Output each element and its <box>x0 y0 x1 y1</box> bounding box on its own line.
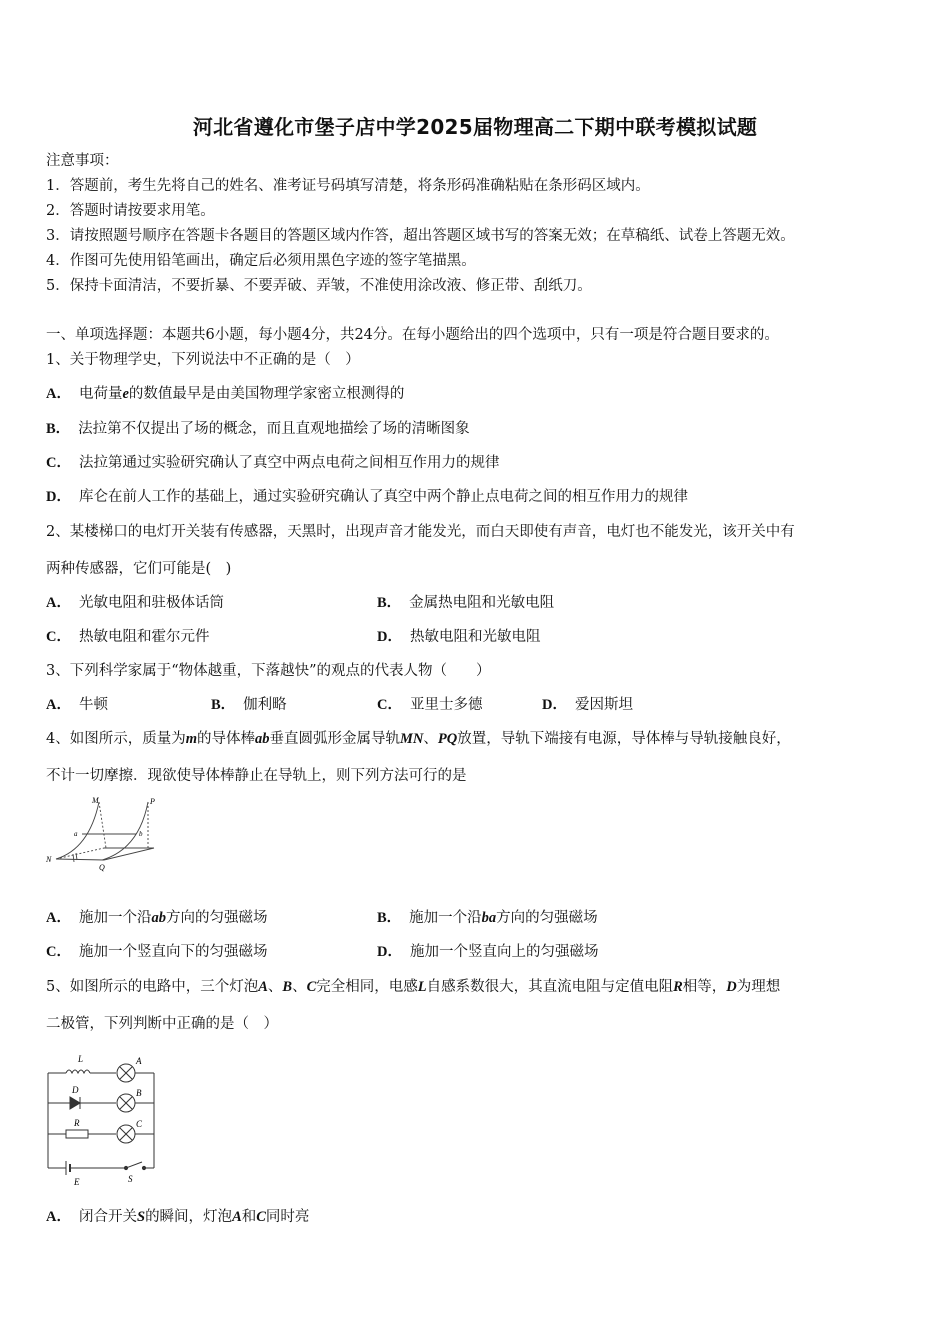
option-text: 电荷量 <box>78 386 123 402</box>
option-text: 的瞬间，灯泡 <box>145 1209 233 1225</box>
option-text: 库仑在前人工作的基础上，通过实验研究确认了真空中两个静止点电荷之间的相互作用力的规律 <box>78 489 688 505</box>
option-text: 施加一个竖直向上的匀强磁场 <box>409 944 599 960</box>
option-text: 光敏电阻和驻极体话筒 <box>78 595 224 611</box>
q4-option-c <box>46 942 267 962</box>
question-5-stem-cont: 二极管，下列判断中正确的是（ ） <box>46 1016 278 1032</box>
variable: C <box>306 979 317 995</box>
option-text: 亚里士多德 <box>409 697 483 713</box>
question-2-stem: 2、某楼梯口的电灯开关装有传感器，天黑时，出现声音才能发光，而白天即使有声音，电灯也不能发光，该开关中有 <box>46 524 795 540</box>
notice-heading: 注意事项： <box>46 153 119 169</box>
option-text: 方向的匀强磁场 <box>165 910 268 926</box>
variable: A <box>232 1209 242 1225</box>
label-m: M <box>92 796 99 805</box>
rail-bottom-back <box>56 848 104 859</box>
q4-option-b <box>377 908 598 928</box>
q4-option-a <box>46 908 267 928</box>
q2-option-d <box>377 627 540 647</box>
option-text: 施加一个沿 <box>409 910 482 926</box>
notice-item: 2．答题时请按要求用笔。 <box>46 203 215 219</box>
variable: ba <box>481 910 497 926</box>
page-title: 河北省遵化市堡子店中学2025届物理高二下期中联考模拟试题 <box>192 115 758 139</box>
variable: C <box>256 1209 266 1225</box>
stem-text: 完全相同，电感 <box>316 979 418 995</box>
stem-text: 相等， <box>682 979 727 995</box>
option-label: C． <box>46 944 71 960</box>
q3-option-a <box>46 695 108 715</box>
variable: R <box>673 979 683 995</box>
q2-option-a <box>46 593 224 613</box>
option-label: D． <box>542 697 567 713</box>
q5-option-a <box>46 1207 309 1227</box>
label-d: D <box>72 1085 79 1095</box>
question-3-stem: 3、下列科学家属于“物体越重，下落越快”的观点的代表人物（ ） <box>46 663 491 679</box>
q3-option-b <box>211 695 287 715</box>
label-s: S <box>128 1174 133 1184</box>
option-text: 和 <box>241 1209 257 1225</box>
question-4-stem-cont: 不计一切摩擦．现欲使导体棒静止在导轨上，则下列方法可行的是 <box>46 768 467 784</box>
stem-text: 、 <box>292 979 307 995</box>
option-label: B． <box>377 595 402 611</box>
option-label: A． <box>46 1209 71 1225</box>
variable: L <box>417 979 427 995</box>
q2-option-b <box>377 593 554 613</box>
option-text: 同时亮 <box>265 1209 310 1225</box>
stem-text: 的导体棒 <box>197 731 256 747</box>
q4-option-d <box>377 942 598 962</box>
option-label: A． <box>46 910 71 926</box>
question-1-stem: 1、关于物理学史，下列说法中不正确的是（ ） <box>46 352 360 368</box>
stem-text: 4、如图所示，质量为 <box>46 731 186 747</box>
label-b: b <box>139 830 143 838</box>
rail-diagram <box>44 794 164 874</box>
stem-text: 自感系数很大，其直流电阻与定值电阻 <box>426 979 674 995</box>
option-label: D． <box>377 944 402 960</box>
variable: B <box>282 979 293 995</box>
q1-option-d <box>46 487 688 507</box>
variable: ab <box>151 910 166 926</box>
option-label: A． <box>46 697 71 713</box>
variable: MN <box>400 731 424 747</box>
stem-text: 5、如图所示的电路中，三个灯泡 <box>46 979 259 995</box>
label-e: E <box>74 1177 80 1187</box>
notice-item: 4．作图可先使用铅笔画出，确定后必须用黑色字迹的签字笔描黑。 <box>46 253 476 269</box>
question-2-stem-cont: 两种传感器，它们可能是( ) <box>46 561 232 577</box>
variable: ab <box>255 731 270 747</box>
option-text: 金属热电阻和光敏电阻 <box>409 595 555 611</box>
stem-text: 放置，导轨下端接有电源，导体棒与导轨接触良好， <box>457 731 791 747</box>
option-text: 牛顿 <box>78 697 108 713</box>
option-text: 热敏电阻和光敏电阻 <box>409 629 541 645</box>
rail-bottom-front <box>56 859 104 860</box>
option-text: 方向的匀强磁场 <box>496 910 598 926</box>
stem-text: 、 <box>423 731 438 747</box>
notice-item: 5．保持卡面清洁，不要折暴、不要弄破、弄皱，不准使用涂改液、修正带、刮纸刀。 <box>46 278 592 294</box>
option-text: 法拉第不仅提出了场的概念，而且直观地描绘了场的清晰图象 <box>78 421 470 437</box>
option-text: 施加一个竖直向下的匀强磁场 <box>78 944 268 960</box>
label-a: A <box>136 1056 142 1066</box>
option-label: B． <box>46 421 71 437</box>
resistor <box>66 1130 88 1138</box>
option-label: B． <box>211 697 236 713</box>
q3-option-d <box>542 695 633 715</box>
diode <box>70 1097 80 1109</box>
option-text: 热敏电阻和霍尔元件 <box>78 629 210 645</box>
variable: m <box>185 731 198 747</box>
q1-option-c <box>46 453 499 473</box>
battery-plate <box>73 854 74 862</box>
variable: A <box>258 979 268 995</box>
variable: D <box>726 979 737 995</box>
option-text: 的数值最早是由美国物理学家密立根测得的 <box>128 386 405 402</box>
variable: e <box>122 386 129 402</box>
option-text: 闭合开关 <box>78 1209 137 1225</box>
inductor <box>66 1070 90 1073</box>
option-label: C． <box>377 697 402 713</box>
label-p: P <box>150 797 155 806</box>
label-l: L <box>78 1054 84 1064</box>
stem-text: 垂直圆弧形金属导轨 <box>269 731 401 747</box>
variable: PQ <box>437 731 458 747</box>
label-r: R <box>74 1118 80 1128</box>
option-text: 爱因斯坦 <box>574 697 633 713</box>
label-c: C <box>136 1119 143 1129</box>
option-text: 法拉第通过实验研究确认了真空中两点电荷之间相互作用力的规律 <box>78 455 500 471</box>
circuit-diagram <box>42 1048 164 1188</box>
option-label: A． <box>46 386 71 402</box>
label-b: B <box>136 1088 142 1098</box>
stem-text: 为理想 <box>736 979 781 995</box>
option-label: D． <box>377 629 402 645</box>
question-4-stem <box>46 729 791 749</box>
option-label: C． <box>46 455 71 471</box>
label-q: Q <box>99 863 105 872</box>
notice-item: 3．请按照题号顺序在答题卡各题目的答题区域内作答，超出答题区域书写的答案无效；在草稿纸、试卷上答题无效。 <box>46 228 795 244</box>
q1-option-a <box>46 384 404 404</box>
q1-option-b <box>46 419 470 439</box>
question-5-stem <box>46 977 780 997</box>
stem-text: 、 <box>267 979 283 995</box>
q3-option-c <box>377 695 482 715</box>
label-n: N <box>46 855 52 864</box>
q2-option-c <box>46 627 209 647</box>
option-text: 施加一个沿 <box>78 910 152 926</box>
notice-item: 1．答题前，考生先将自己的姓名、准考证号码填写清楚，将条形码准确粘贴在条形码区域内。 <box>46 178 650 194</box>
switch-lever <box>126 1162 142 1168</box>
option-label: D． <box>46 489 71 505</box>
dashed-vertical-m <box>99 802 106 848</box>
option-label: C． <box>46 629 71 645</box>
option-label: A． <box>46 595 71 611</box>
option-label: B． <box>377 910 402 926</box>
rail-base-front <box>104 848 154 860</box>
option-text: 伽利略 <box>243 697 287 713</box>
label-a: a <box>74 830 78 838</box>
variable: S <box>136 1209 146 1225</box>
section-heading: 一、单项选择题：本题共6小题，每小题4分，共24分。在每小题给出的四个选项中，只有一项是符合题目要求的。 <box>46 327 779 343</box>
